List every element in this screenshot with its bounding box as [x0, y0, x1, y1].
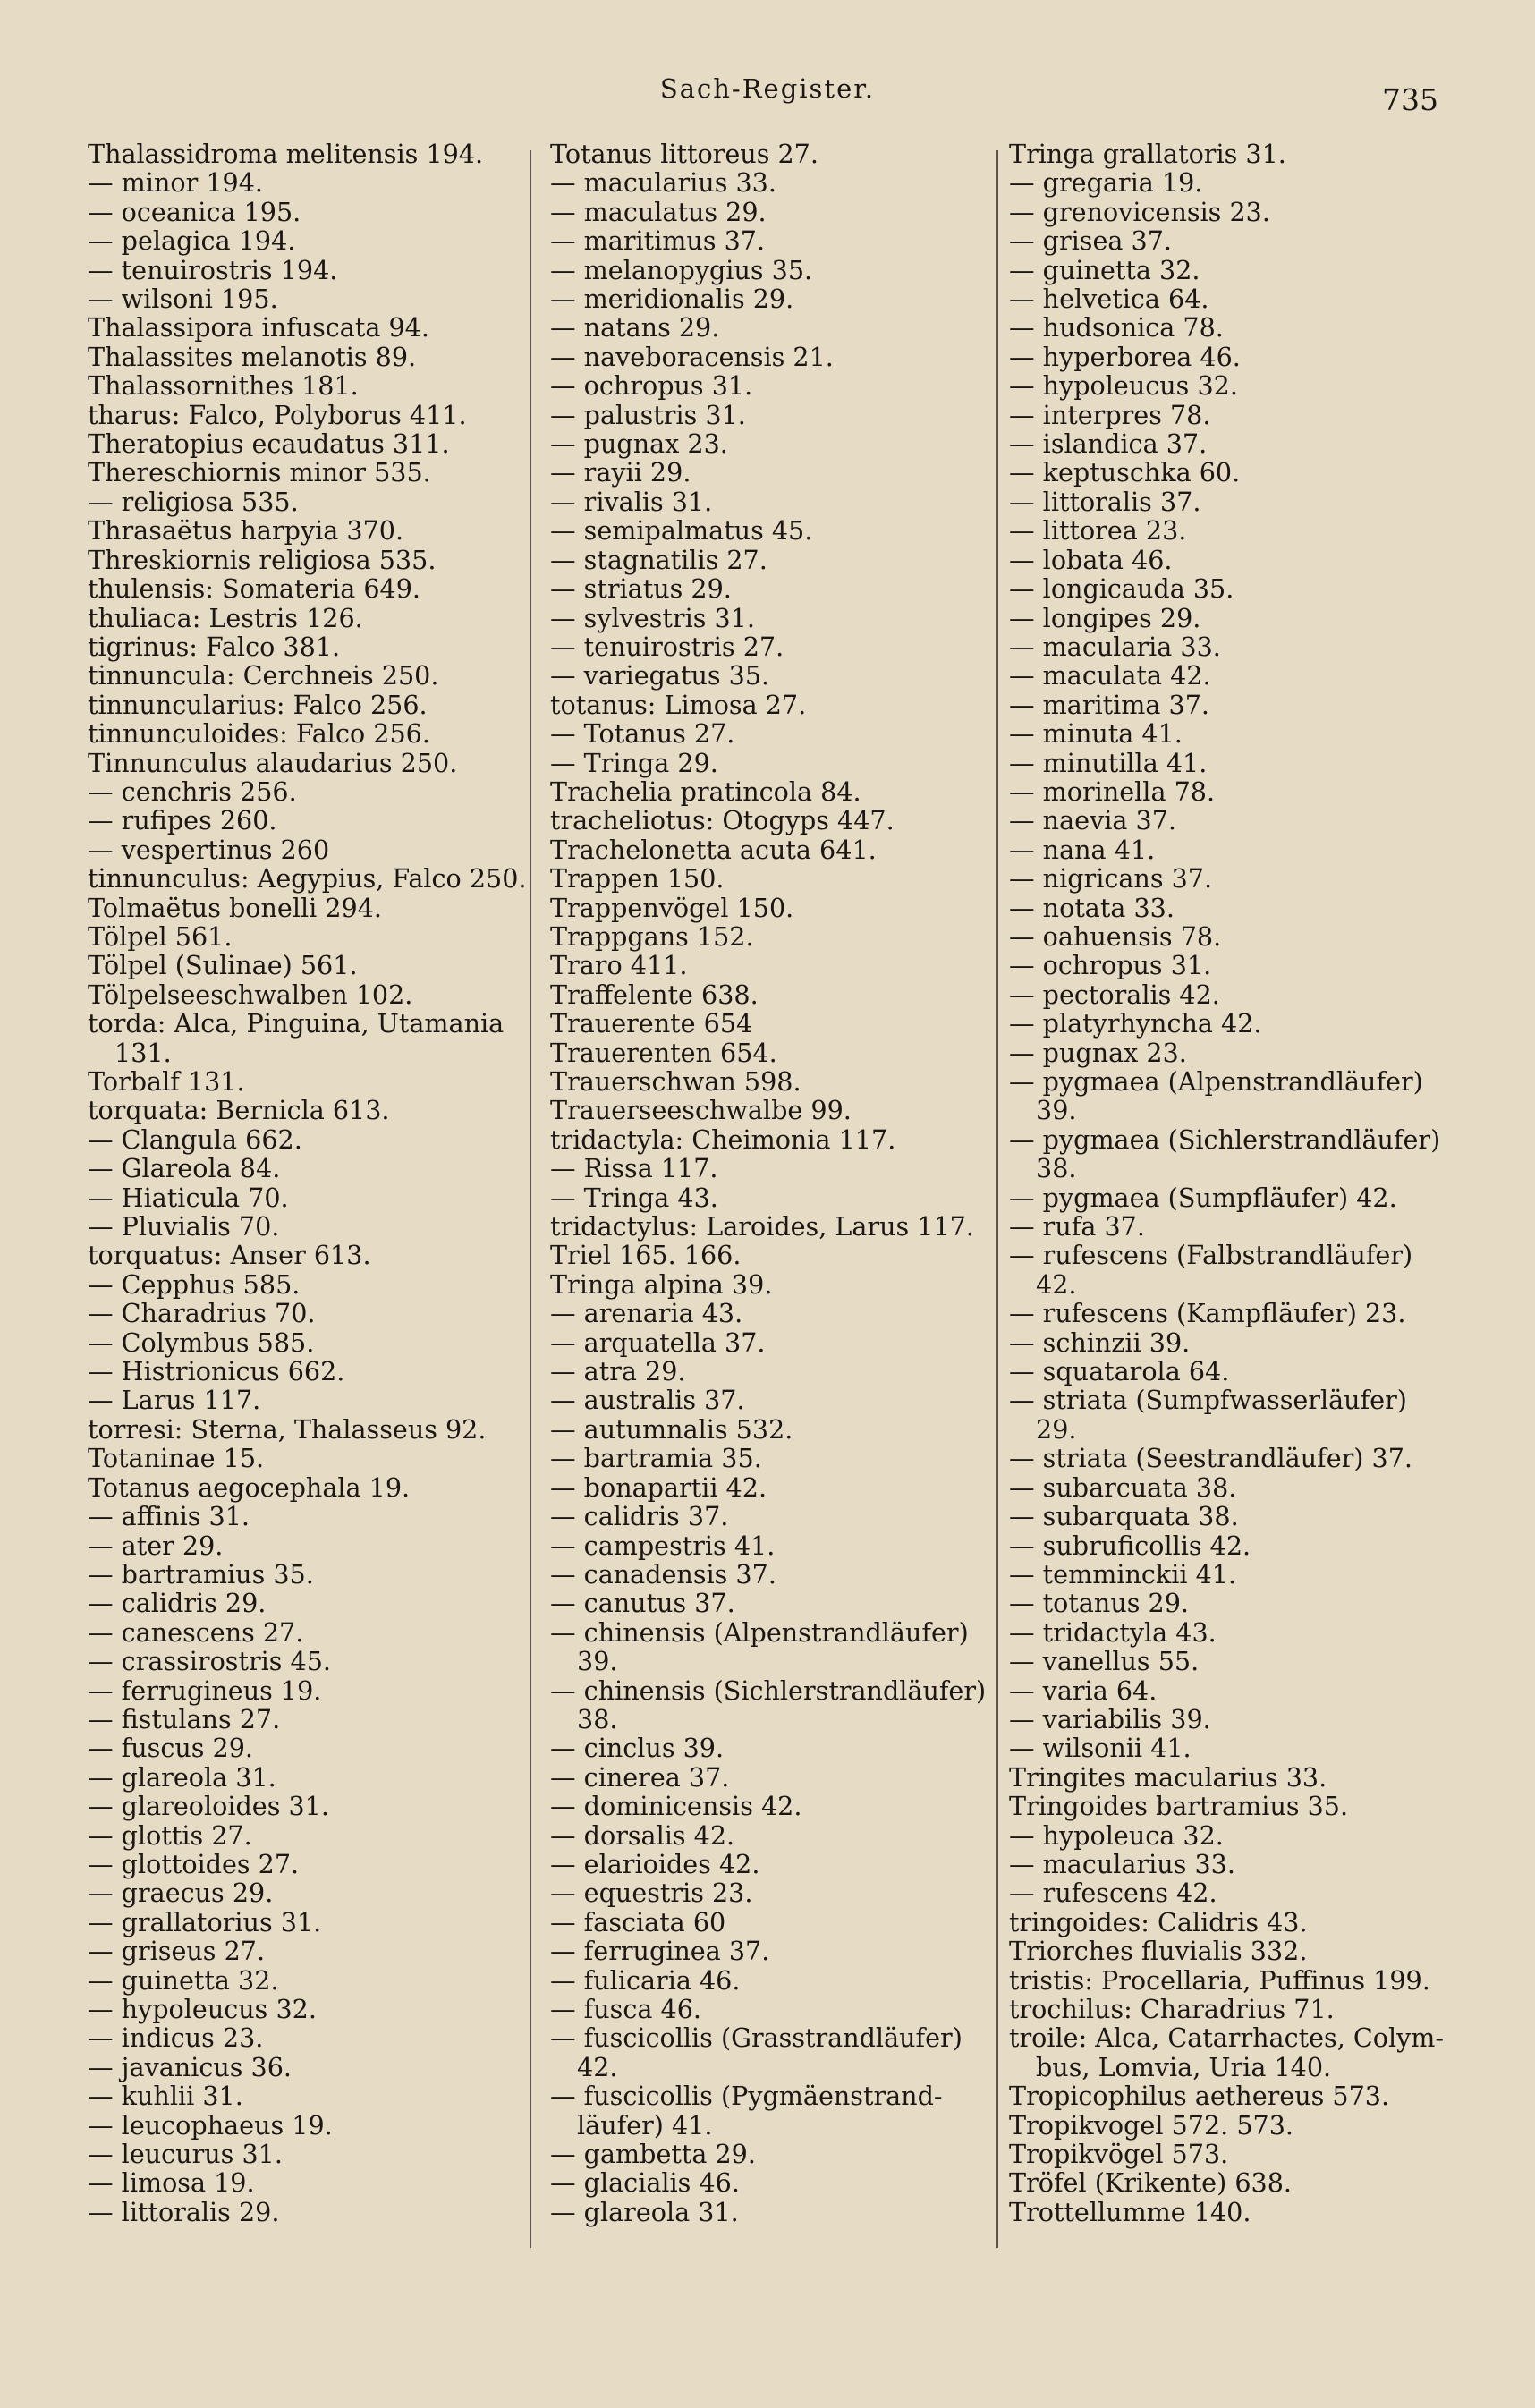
index-entry: Threskiornis religiosa 535.	[88, 544, 437, 575]
index-entry: — Tringa 43.	[550, 1182, 718, 1213]
index-entry: — subarquata 38.	[1009, 1501, 1239, 1532]
index-entry: — elarioides 42.	[550, 1848, 760, 1879]
index-entry: Thalassidroma melitensis 194.	[88, 139, 484, 169]
index-entry: — rufescens (Falbstrandläufer)	[1009, 1240, 1413, 1271]
index-entry: — arquatella 37.	[550, 1327, 766, 1358]
index-entry: — ochropus 31.	[550, 370, 753, 402]
index-entry: — Hiaticula 70.	[88, 1182, 289, 1213]
index-entry: — macularius 33.	[1009, 1848, 1235, 1879]
index-entry: — autumnalis 532.	[550, 1413, 793, 1445]
index-entry: — nana 41.	[1009, 834, 1156, 865]
index-entry: — Tringa 29.	[550, 747, 718, 778]
index-entry: — notata 33.	[1009, 892, 1175, 923]
index-entry: Thalassipora infuscata 94.	[88, 312, 429, 343]
index-entry: — maculata 42.	[1009, 660, 1211, 691]
index-entry: — fuscicollis (Grasstrandläufer)	[550, 2022, 963, 2054]
index-entry: Trappen 150.	[550, 863, 725, 895]
index-entry: — fuscus 29.	[88, 1733, 254, 1764]
index-entry: — littoralis 37.	[1009, 486, 1201, 517]
index-entry: torda: Alca, Pinguina, Utamania	[88, 1008, 505, 1039]
index-entry: — Larus 117.	[88, 1385, 261, 1416]
index-entry: Tringoides bartramius 35.	[1009, 1791, 1349, 1822]
index-entry: — tridactyla 43.	[1009, 1616, 1217, 1648]
index-entry: — totanus 29.	[1009, 1588, 1189, 1619]
index-entry: — hypoleuca 32.	[1009, 1819, 1224, 1851]
index-entry: — cenchris 256.	[88, 776, 297, 807]
index-entry: Totanus littoreus 27.	[550, 139, 818, 169]
index-entry: — interpres 78.	[1009, 399, 1211, 430]
index-entry: — pectoralis 42.	[1009, 979, 1220, 1010]
index-entry: — meridionalis 29.	[550, 284, 794, 315]
index-entry: — minuta 41.	[1009, 718, 1183, 750]
index-entry: tinnuncularius: Falco 256.	[88, 689, 428, 720]
index-entry: — helvetica 64.	[1009, 284, 1209, 315]
index-entry: torquata: Bernicla 613.	[88, 1095, 390, 1126]
index-entry: — hudsonica 78.	[1009, 312, 1224, 343]
index-entry: — platyrhyncha 42.	[1009, 1008, 1262, 1039]
index-entry: Tinnunculus alaudarius 250.	[88, 747, 458, 778]
index-entry: — pygmaea (Sichlerstrandläufer)	[1009, 1123, 1441, 1155]
index-entry: — minutilla 41.	[1009, 747, 1208, 778]
index-entry: Traro 411.	[550, 950, 688, 981]
index-entry: — grenovicensis 23.	[1009, 196, 1270, 227]
index-entry: tharus: Falco, Polyborus 411.	[88, 399, 467, 430]
index-entry: Trachelonetta acuta 641.	[550, 834, 877, 865]
index-entry: — atra 29.	[550, 1356, 686, 1387]
index-entry: — ater 29.	[88, 1530, 224, 1561]
index-entry: Triorches fluvialis 332.	[1009, 1936, 1308, 1967]
index-entry: Tölpel 561.	[88, 920, 233, 952]
index-entry: — fusca 46.	[550, 1994, 701, 2024]
index-column-1	[88, 140, 535, 2226]
index-column-3	[1009, 140, 1474, 2226]
index-entry: — varia 64.	[1009, 1675, 1158, 1706]
index-entry: — griseus 27.	[88, 1936, 266, 1967]
index-entry: — Histrionicus 662.	[88, 1356, 345, 1387]
index-entry: — Pluvialis 70.	[88, 1211, 280, 1242]
index-entry: — graecus 29.	[88, 1878, 274, 1909]
index-entry: 42.	[1036, 1268, 1077, 1300]
index-entry: — leucophaeus 19.	[88, 2109, 333, 2141]
index-entry: — longicauda 35.	[1009, 573, 1234, 605]
index-entry: Thalassornithes 181.	[88, 370, 359, 402]
index-entry: — chinensis (Sichlerstrandläufer)	[550, 1675, 987, 1706]
index-entry: — fulicaria 46.	[550, 1964, 741, 1996]
index-entry: tinnunculus: Aegypius, Falco 250.	[88, 863, 527, 895]
index-entry: — oahuensis 78.	[1009, 920, 1222, 952]
index-entry: — grisea 37.	[1009, 225, 1173, 257]
index-entry: — tenuirostris 194.	[88, 254, 338, 285]
index-entry: — squatarola 64.	[1009, 1356, 1230, 1387]
index-entry: torquatus: Anser 613.	[88, 1240, 371, 1271]
index-entry: — semipalmatus 45.	[550, 515, 813, 547]
index-entry: — fuscicollis (Pygmäenstrand-	[550, 2081, 943, 2112]
index-entry: tigrinus: Falco 381.	[88, 631, 341, 662]
index-entry: — stagnatilis 27.	[550, 544, 768, 575]
index-entry: Triel 165. 166.	[550, 1240, 742, 1271]
index-entry: — bartramia 35.	[550, 1443, 762, 1474]
index-entry: — temminckii 41.	[1009, 1558, 1237, 1590]
index-entry: — fistulans 27.	[88, 1703, 281, 1734]
index-entry: — striatus 29.	[550, 573, 732, 605]
index-entry: trochilus: Charadrius 71.	[1009, 1994, 1335, 2024]
index-entry: — equestris 23.	[550, 1878, 753, 1909]
index-entry: — ferruginea 37.	[550, 1936, 770, 1967]
index-entry: — vespertinus 260	[88, 834, 330, 865]
index-column-2	[550, 140, 1006, 2226]
index-entry: Traffelente 638.	[550, 979, 759, 1010]
index-entry: — guinetta 32.	[88, 1964, 279, 1996]
index-entry: bus, Lomvia, Uria 140.	[1036, 2051, 1332, 2082]
index-entry: Trauerente 654	[550, 1008, 753, 1039]
index-entry: — Totanus 27.	[550, 718, 735, 750]
column-divider-1	[530, 150, 531, 2248]
index-entry: — campestris 41.	[550, 1530, 776, 1561]
index-entry: — Clangula 662.	[88, 1123, 302, 1155]
index-entry: — cinerea 37.	[550, 1761, 730, 1793]
index-entry: — tenuirostris 27.	[550, 631, 784, 662]
column-divider-2	[996, 150, 998, 2248]
index-entry: Thrasaëtus harpyia 370.	[88, 515, 404, 547]
index-entry: — natans 29.	[550, 312, 720, 343]
index-entry: Tringa alpina 39.	[550, 1268, 773, 1300]
index-entry: — ochropus 31.	[1009, 950, 1212, 981]
index-entry: — Rissa 117.	[550, 1153, 718, 1184]
index-entry: — hypoleucus 32.	[1009, 370, 1238, 402]
index-entry: — canutus 37.	[550, 1588, 735, 1619]
index-entry: 29.	[1036, 1413, 1077, 1445]
index-entry: — bonapartii 42.	[550, 1471, 768, 1503]
index-entry: — bartramius 35.	[88, 1558, 314, 1590]
index-entry: — chinensis (Alpenstrandläufer)	[550, 1616, 969, 1648]
index-entry: — glareoloides 31.	[88, 1791, 329, 1822]
index-entry: — wilsoni 195.	[88, 284, 278, 315]
index-entry: — crassirostris 45.	[88, 1646, 332, 1677]
index-entry: — schinzii 39.	[1009, 1327, 1191, 1358]
index-entry: — dominicensis 42.	[550, 1791, 802, 1822]
index-entry: — longipes 29.	[1009, 602, 1201, 633]
index-entry: — pugnax 23.	[550, 428, 728, 460]
index-entry: — palustris 31.	[550, 399, 746, 430]
index-entry: tinnuncula: Cerchneis 250.	[88, 660, 439, 691]
page-number: 735	[1382, 82, 1438, 117]
index-entry: Trappenvögel 150.	[550, 892, 794, 923]
index-entry: — calidris 37.	[550, 1501, 729, 1532]
index-entry: — glareola 31.	[88, 1761, 276, 1793]
index-entry: 131.	[114, 1037, 172, 1068]
index-entry: Tölpelseeschwalben 102.	[88, 979, 413, 1010]
index-entry: — arenaria 43.	[550, 1298, 743, 1329]
index-entry: — pygmaea (Sumpfläufer) 42.	[1009, 1182, 1397, 1213]
index-entry: tridactyla: Cheimonia 117.	[550, 1123, 896, 1155]
index-entry: 38.	[1036, 1153, 1077, 1184]
index-entry: 42.	[577, 2051, 618, 2082]
index-entry: — striata (Seestrandläufer) 37.	[1009, 1443, 1413, 1474]
index-entry: — maritimus 37.	[550, 225, 766, 257]
index-entry: Tropikvogel 572. 573.	[1009, 2109, 1293, 2141]
index-entry: — rivalis 31.	[550, 486, 713, 517]
index-entry: — subarcuata 38.	[1009, 1471, 1237, 1503]
index-entry: — pelagica 194.	[88, 225, 296, 257]
index-entry: — rufescens 42.	[1009, 1878, 1217, 1909]
index-entry: Totaninae 15.	[88, 1443, 265, 1474]
index-entry: — religiosa 535.	[88, 486, 299, 517]
index-entry: Tringa grallatoris 31.	[1009, 139, 1286, 169]
index-entry: — Charadrius 70.	[88, 1298, 316, 1329]
index-entry: — javanicus 36.	[88, 2051, 293, 2082]
index-entry: — vanellus 55.	[1009, 1646, 1200, 1677]
index-entry: — melanopygius 35.	[550, 254, 813, 285]
index-entry: — naveboracensis 21.	[550, 341, 834, 372]
index-entry: Torbalf 131.	[88, 1066, 245, 1097]
index-entry: Tropicophilus aethereus 573.	[1009, 2081, 1390, 2112]
index-entry: — lobata 46.	[1009, 544, 1173, 575]
index-entry: Theratopius ecaudatus 311.	[88, 428, 450, 460]
index-entry: — islandica 37.	[1009, 428, 1208, 460]
index-entry: — Colymbus 585.	[88, 1327, 315, 1358]
index-entry: — canadensis 37.	[550, 1558, 776, 1590]
index-entry: Trauerseeschwalbe 99.	[550, 1095, 852, 1126]
index-entry: — limosa 19.	[88, 2167, 255, 2199]
index-entry: — striata (Sumpfwasserläufer)	[1009, 1385, 1407, 1416]
index-entry: Trauerschwan 598.	[550, 1066, 801, 1097]
index-entry: — cinclus 39.	[550, 1733, 725, 1764]
index-entry: — pygmaea (Alpenstrandläufer)	[1009, 1066, 1423, 1097]
index-entry: — grallatorius 31.	[88, 1906, 322, 1937]
index-entry: — affinis 31.	[88, 1501, 250, 1532]
index-entry: — Cepphus 585.	[88, 1268, 301, 1300]
index-entry: tringoides: Calidris 43.	[1009, 1906, 1308, 1937]
index-entry: 38.	[577, 1703, 618, 1734]
index-entry: Totanus aegocephala 19.	[88, 1471, 411, 1503]
index-entry: Thalassites melanotis 89.	[88, 341, 417, 372]
index-entry: — leucurus 31.	[88, 2139, 283, 2170]
index-entry: Trappgans 152.	[550, 920, 754, 952]
index-entry: — rayii 29.	[550, 457, 691, 488]
index-entry: — calidris 29.	[88, 1588, 267, 1619]
index-entry: — variegatus 35.	[550, 660, 770, 691]
index-entry: — rufipes 260.	[88, 805, 277, 836]
index-entry: Tolmaëtus bonelli 294.	[88, 892, 383, 923]
index-entry: — oceanica 195.	[88, 196, 301, 227]
index-entry: — morinella 78.	[1009, 776, 1216, 807]
index-entry: Tröfel (Krikente) 638.	[1009, 2167, 1293, 2199]
index-entry: thuliaca: Lestris 126.	[88, 602, 363, 633]
index-entry: — glottoides 27.	[88, 1848, 300, 1879]
index-entry: — maritima 37.	[1009, 689, 1210, 720]
index-entry: tridactylus: Laroides, Larus 117.	[550, 1211, 974, 1242]
index-entry: — macularius 33.	[550, 167, 776, 199]
index-entry: — rufa 37.	[1009, 1211, 1145, 1242]
index-entry: — rufescens (Kampfläufer) 23.	[1009, 1298, 1406, 1329]
index-entry: troile: Alca, Catarrhactes, Colym-	[1009, 2022, 1445, 2054]
index-entry: — maculatus 29.	[550, 196, 767, 227]
index-entry: tracheliotus: Otogyps 447.	[550, 805, 895, 836]
index-entry: — wilsonii 41.	[1009, 1733, 1192, 1764]
index-entry: — indicus 23.	[88, 2022, 264, 2054]
index-entry: Trachelia pratincola 84.	[550, 776, 861, 807]
index-entry: — glareola 31.	[550, 2196, 739, 2227]
index-entry: Tringites macularius 33.	[1009, 1761, 1327, 1793]
index-entry: Thereschiornis minor 535.	[88, 457, 431, 488]
index-entry: — dorsalis 42.	[550, 1819, 735, 1851]
index-entry: Trottellumme 140.	[1009, 2196, 1251, 2227]
index-entry: tinnunculoides: Falco 256.	[88, 718, 430, 750]
index-entry: — kuhlii 31.	[88, 2081, 243, 2112]
index-entry: — australis 37.	[550, 1385, 745, 1416]
index-entry: — littorea 23.	[1009, 515, 1187, 547]
index-entry: — keptuschka 60.	[1009, 457, 1241, 488]
index-entry: läufer) 41.	[577, 2109, 713, 2141]
index-entry: 39.	[1036, 1095, 1077, 1126]
index-entry: — subruficollis 42.	[1009, 1530, 1251, 1561]
index-entry: — pugnax 23.	[1009, 1037, 1187, 1068]
index-entry: — minor 194.	[88, 167, 263, 199]
index-entry: thulensis: Somateria 649.	[88, 573, 421, 605]
index-entry: — glacialis 46.	[550, 2167, 740, 2199]
index-entry: — hyperborea 46.	[1009, 341, 1241, 372]
index-entry: — macularia 33.	[1009, 631, 1221, 662]
index-entry: totanus: Limosa 27.	[550, 689, 807, 720]
running-title: Sach-Register.	[659, 73, 876, 104]
index-entry: tristis: Procellaria, Puffinus 199.	[1009, 1964, 1430, 1996]
index-entry: — variabilis 39.	[1009, 1703, 1211, 1734]
index-entry: — sylvestris 31.	[550, 602, 755, 633]
index-entry: — guinetta 32.	[1009, 254, 1200, 285]
index-entry: — naevia 37.	[1009, 805, 1176, 836]
index-entry: torresi: Sterna, Thalasseus 92.	[88, 1413, 487, 1445]
index-entry: — gregaria 19.	[1009, 167, 1203, 199]
index-entry: — glottis 27.	[88, 1819, 252, 1851]
index-entry: 39.	[577, 1646, 618, 1677]
index-entry: — fasciata 60	[550, 1906, 726, 1937]
index-entry: Tropikvögel 573.	[1009, 2139, 1229, 2170]
index-entry: — littoralis 29.	[88, 2196, 280, 2227]
index-entry: Tölpel (Sulinae) 561.	[88, 950, 358, 981]
index-entry: — nigricans 37.	[1009, 863, 1213, 895]
index-entry: — hypoleucus 32.	[88, 1994, 317, 2024]
index-entry: — gambetta 29.	[550, 2139, 756, 2170]
index-entry: — ferrugineus 19.	[88, 1675, 322, 1706]
index-entry: Trauerenten 654.	[550, 1037, 777, 1068]
index-entry: — Glareola 84.	[88, 1153, 281, 1184]
index-entry: — canescens 27.	[88, 1616, 304, 1648]
